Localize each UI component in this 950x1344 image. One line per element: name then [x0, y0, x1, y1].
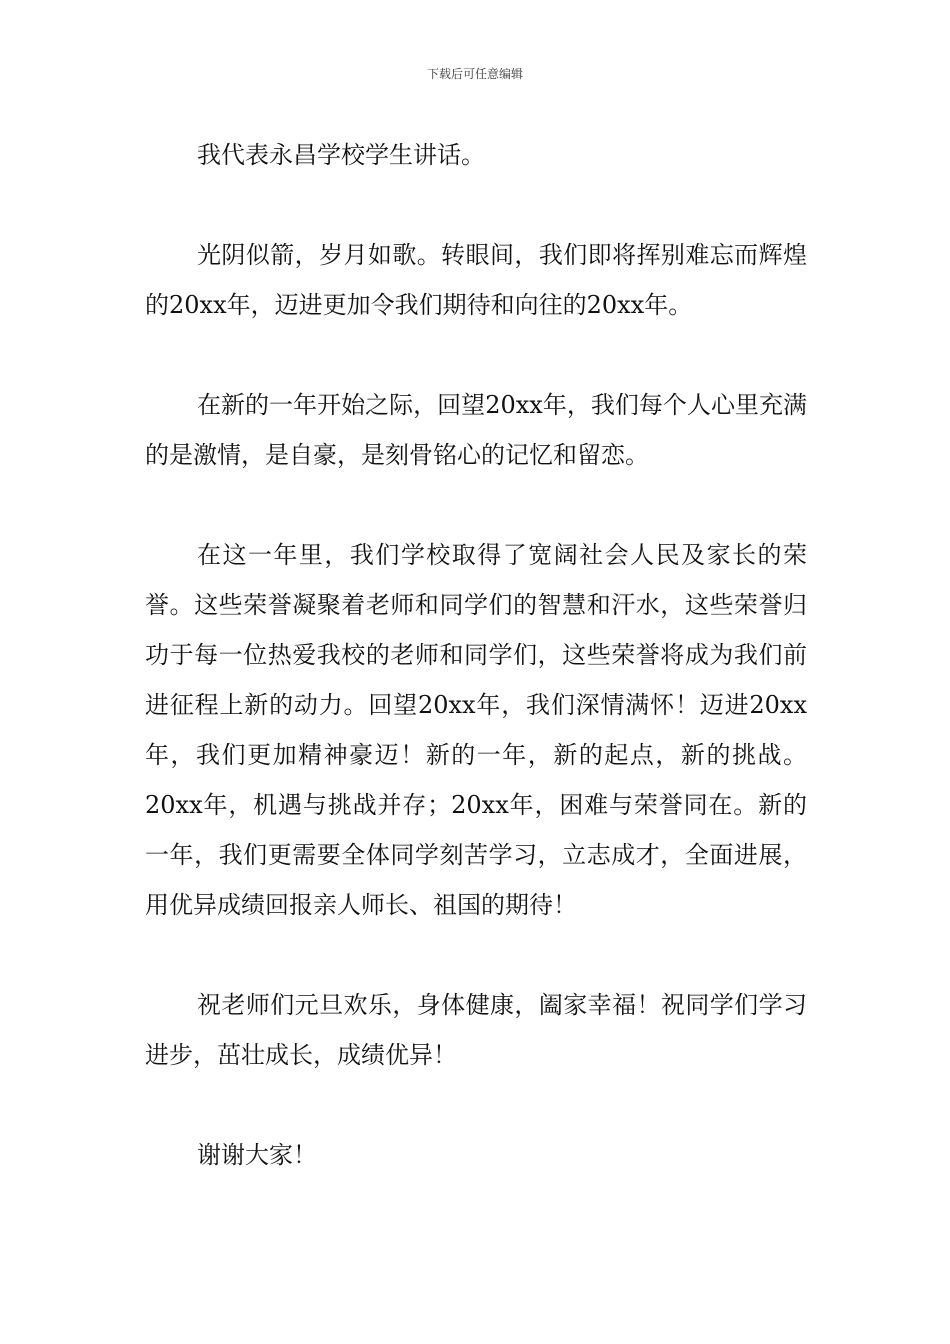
paragraph-3: 在新的一年开始之际，回望20xx年，我们每个人心里充满的是激情，是自豪，是刻骨铭心的记忆和留恋。: [145, 391, 807, 469]
paragraph-5: 祝老师们元旦欢乐，身体健康，阖家幸福！祝同学们学习进步，茁壮成长，成绩优异！: [145, 991, 807, 1069]
paragraph-6: 谢谢大家！: [197, 1141, 317, 1169]
page-header-note: 下载后可任意编辑: [426, 67, 523, 81]
paragraph-2: 光阴似箭，岁月如歌。转眼间，我们即将挥别难忘而辉煌的20xx年，迈进更加令我们期待和向往的20xx年。: [145, 241, 807, 319]
paragraph-1: 我代表永昌学校学生讲话。: [197, 141, 485, 169]
paragraph-4: 在这一年里，我们学校取得了宽阔社会人民及家长的荣誉。这些荣誉凝聚着老师和同学们的智慧和汗水，这些荣誉归功于每一位热爱我校的老师和同学们，这些荣誉将成为我们前进征程上新的动力。回望20xx年，我们深情满怀！迈进20xx年，我们更加精神豪迈！新的一年，新的起点，新的挑战。20xx年，机遇与挑战并存；20xx年，困难与荣誉同在。新的一年，我们更需要全体同学刻苦学习，立志成才，全面进展，用优异成绩回报亲人师长、祖国的期待！: [145, 541, 807, 919]
document-body: [145, 130, 807, 1230]
